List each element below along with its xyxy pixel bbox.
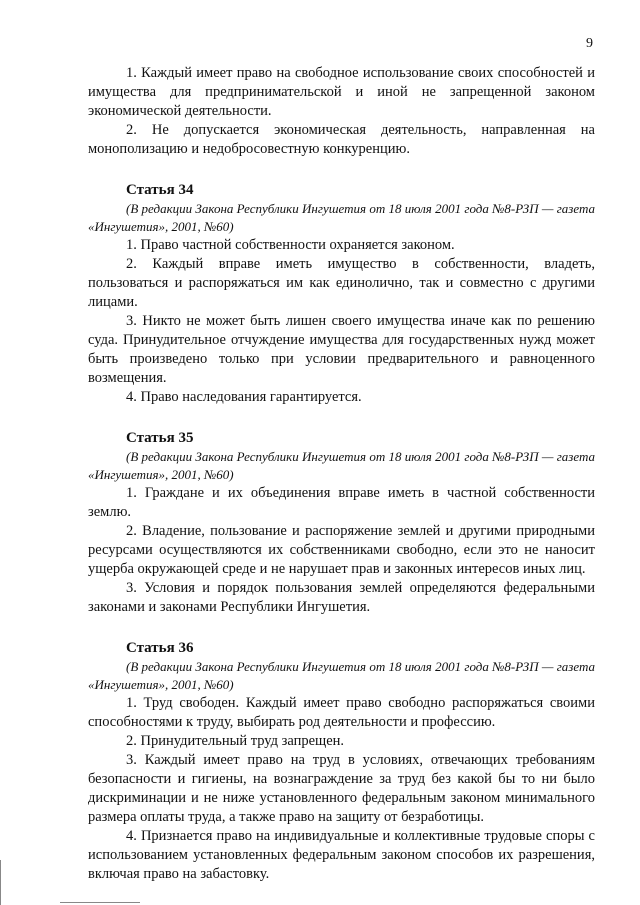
- article-36-paragraph-1: 1. Труд свободен. Каждый имеет право свободно распоряжаться своими способностями к труду, выбирать род деятельности и профессию.: [88, 695, 595, 730]
- article-35: [88, 429, 595, 617]
- article-35-edition-note: (В редакции Закона Республики Ингушетия от 18 июля 2001 года №8-РЗП — газета «Ингушетия», 2001, №60): [88, 449, 595, 482]
- article-34-paragraph-3: 3. Никто не может быть лишен своего имущества иначе как по решению суда. Принудительное отчуждение имущества для государственных нужд может быть произведено только при условии предварительного и равноценного возмещения.: [88, 313, 595, 386]
- page-number: 9: [586, 36, 593, 51]
- article-34-paragraph-2: 2. Каждый вправе иметь имущество в собственности, владеть, пользоваться и распоряжаться им как единолично, так и совместно с другими лицами.: [88, 256, 595, 310]
- article-36-paragraph-3: 3. Каждый имеет право на труд в условиях, отвечающих требованиям безопасности и гигиены, на вознаграждение за труд без какой бы то ни было дискриминации и не ниже установленного федеральным законом минимального размера оплаты труда, а также право на защиту от безработицы.: [88, 752, 595, 825]
- article-36-heading: Статья 36: [126, 640, 194, 656]
- article-36: [88, 639, 595, 884]
- article-35-heading: Статья 35: [126, 430, 194, 446]
- article-34: [88, 181, 595, 407]
- article-36-paragraph-4: 4. Признается право на индивидуальные и коллективные трудовые споры с использованием установленных федеральным законом способов их разрешения, включая право на забастовку.: [88, 828, 595, 882]
- article-36-paragraph-2: 2. Принудительный труд запрещен.: [126, 733, 345, 749]
- scan-edge-mark-left: [0, 860, 1, 905]
- article-34-paragraph-1: 1. Право частной собственности охраняется законом.: [126, 237, 455, 253]
- article-34-heading: Статья 34: [126, 182, 194, 198]
- article-34-paragraph-4: 4. Право наследования гарантируется.: [126, 389, 362, 405]
- article-34-edition-note: (В редакции Закона Республики Ингушетия от 18 июля 2001 года №8-РЗП — газета «Ингушетия», 2001, №60): [88, 201, 595, 234]
- intro-paragraph-2: 2. Не допускается экономическая деятельность, направленная на монополизацию и недобросовестную конкуренцию.: [88, 122, 595, 157]
- scan-edge-mark-bottom: [60, 902, 140, 903]
- article-36-edition-note: (В редакции Закона Республики Ингушетия от 18 июля 2001 года №8-РЗП — газета «Ингушетия», 2001, №60): [88, 659, 595, 692]
- article-35-paragraph-3: 3. Условия и порядок пользования землей определяются федеральными законами и законами Республики Ингушетия.: [88, 580, 595, 615]
- article-35-paragraph-1: 1. Граждане и их объединения вправе иметь в частной собственности землю.: [88, 485, 595, 520]
- article-35-paragraph-2: 2. Владение, пользование и распоряжение землей и другими природными ресурсами осуществляются их собственниками свободно, если это не наносит ущерба окружающей среде и не нарушает прав и законных интересов иных лиц.: [88, 523, 595, 577]
- intro-paragraph-1: 1. Каждый имеет право на свободное использование своих способностей и имущества для предпринимательской и иной не запрещенной законом экономической деятельности.: [88, 65, 595, 119]
- page-content: [88, 64, 595, 884]
